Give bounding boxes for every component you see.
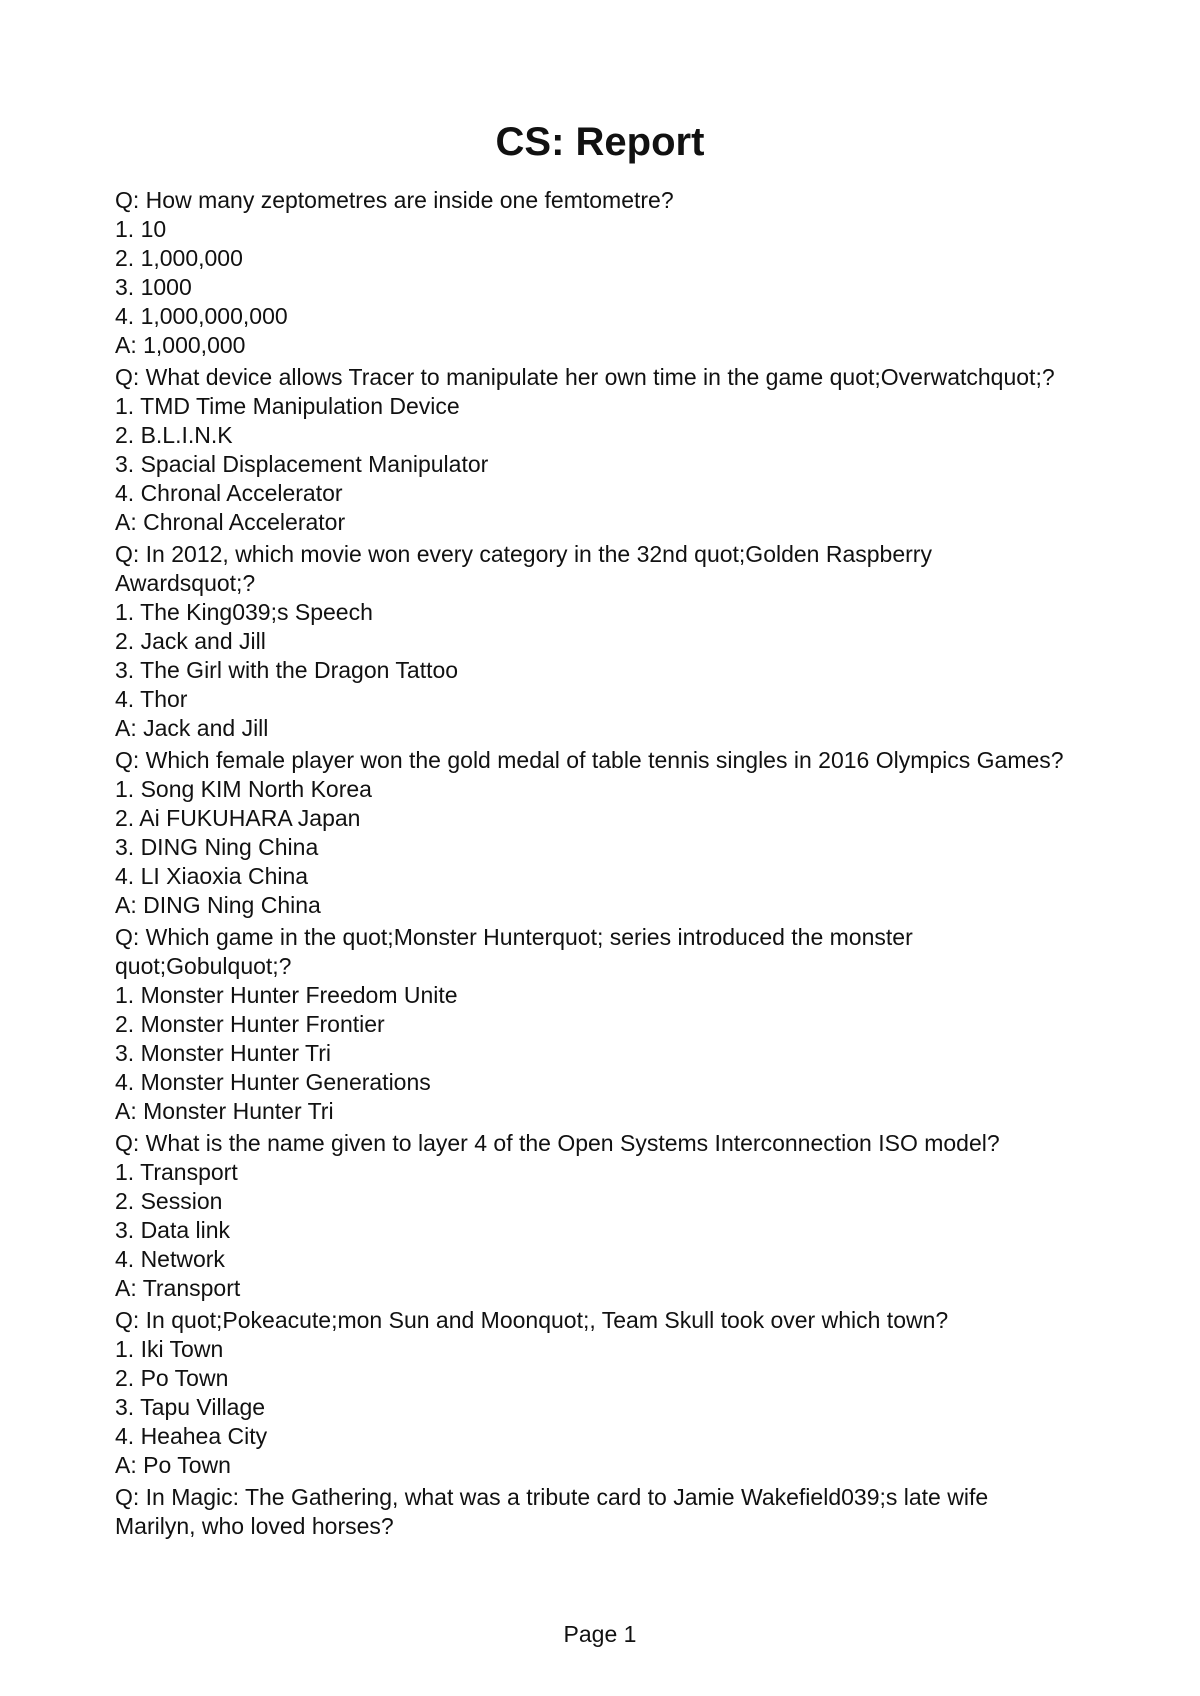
- page-title: CS: Report: [495, 120, 705, 164]
- answer-option: 1. TMD Time Manipulation Device: [115, 393, 460, 419]
- answer-option: 1. Transport: [115, 1159, 238, 1185]
- answer-option: 3. Spacial Displacement Manipulator: [115, 451, 489, 477]
- answer-option: 2. Session: [115, 1188, 223, 1214]
- answer-option: 1. Iki Town: [115, 1336, 224, 1362]
- answer-option: 2. Ai FUKUHARA Japan: [115, 805, 361, 831]
- correct-answer: A: 1,000,000: [115, 332, 246, 358]
- answer-option: 2. Jack and Jill: [115, 628, 266, 654]
- answer-options: [115, 598, 1075, 714]
- question-text: Q: In Magic: The Gathering, what was a tribute card to Jamie Wakefield039;s late wife Marilyn, who loved horses?: [115, 1484, 989, 1539]
- page-number: Page 1: [563, 1621, 637, 1647]
- question-block-3: [115, 540, 1075, 743]
- question-text: Q: What device allows Tracer to manipulate her own time in the game quot;Overwatchquot;?: [115, 364, 1055, 390]
- answer-option: 4. Heahea City: [115, 1423, 268, 1449]
- answer-option: 3. 1000: [115, 274, 192, 300]
- correct-answer: A: DING Ning China: [115, 892, 321, 918]
- answer-option: 4. Network: [115, 1246, 225, 1272]
- answer-option: 3. The Girl with the Dragon Tattoo: [115, 657, 459, 683]
- answer-option: 1. 10: [115, 216, 167, 242]
- question-text: Q: Which game in the quot;Monster Hunterquot; series introduced the monster quot;Gobulquot;?: [115, 924, 913, 979]
- question-block-4: [115, 746, 1075, 920]
- answer-options: [115, 215, 1075, 331]
- answer-option: 4. LI Xiaoxia China: [115, 863, 309, 889]
- question-block-7: [115, 1306, 1075, 1480]
- question-text: Q: In quot;Pokeacute;mon Sun and Moonquot;, Team Skull took over which town?: [115, 1307, 949, 1333]
- answer-option: 2. B.L.I.N.K: [115, 422, 233, 448]
- question-block-8: [115, 1483, 1075, 1541]
- correct-answer: A: Monster Hunter Tri: [115, 1098, 334, 1124]
- question-text: Q: In 2012, which movie won every category in the 32nd quot;Golden Raspberry Awardsquot;?: [115, 541, 932, 596]
- question-text: Q: What is the name given to layer 4 of the Open Systems Interconnection ISO model?: [115, 1130, 1000, 1156]
- question-text: Q: How many zeptometres are inside one femtometre?: [115, 187, 674, 213]
- answer-option: 1. The King039;s Speech: [115, 599, 373, 625]
- answer-options: [115, 981, 1075, 1097]
- answer-option: 2. Po Town: [115, 1365, 229, 1391]
- correct-answer: A: Po Town: [115, 1452, 231, 1478]
- question-block-6: [115, 1129, 1075, 1303]
- answer-option: 3. Data link: [115, 1217, 231, 1243]
- answer-option: 4. 1,000,000,000: [115, 303, 288, 329]
- correct-answer: A: Chronal Accelerator: [115, 509, 346, 535]
- answer-options: [115, 1158, 1075, 1274]
- answer-options: [115, 392, 1075, 508]
- answer-options: [115, 775, 1075, 891]
- answer-option: 1. Song KIM North Korea: [115, 776, 372, 802]
- answer-option: 2. 1,000,000: [115, 245, 243, 271]
- answer-option: 3. Monster Hunter Tri: [115, 1040, 332, 1066]
- answer-option: 3. Tapu Village: [115, 1394, 266, 1420]
- question-block-5: [115, 923, 1075, 1126]
- question-text: Q: Which female player won the gold medal of table tennis singles in 2016 Olympics Games?: [115, 747, 1064, 773]
- question-block-2: [115, 363, 1075, 537]
- answer-option: 2. Monster Hunter Frontier: [115, 1011, 385, 1037]
- correct-answer: A: Jack and Jill: [115, 715, 269, 741]
- question-block-1: [115, 186, 1075, 360]
- correct-answer: A: Transport: [115, 1275, 241, 1301]
- answer-option: 4. Thor: [115, 686, 188, 712]
- answer-option: 4. Monster Hunter Generations: [115, 1069, 431, 1095]
- question-list: [115, 186, 1075, 1544]
- answer-option: 1. Monster Hunter Freedom Unite: [115, 982, 458, 1008]
- answer-option: 3. DING Ning China: [115, 834, 319, 860]
- answer-option: 4. Chronal Accelerator: [115, 480, 343, 506]
- answer-options: [115, 1335, 1075, 1451]
